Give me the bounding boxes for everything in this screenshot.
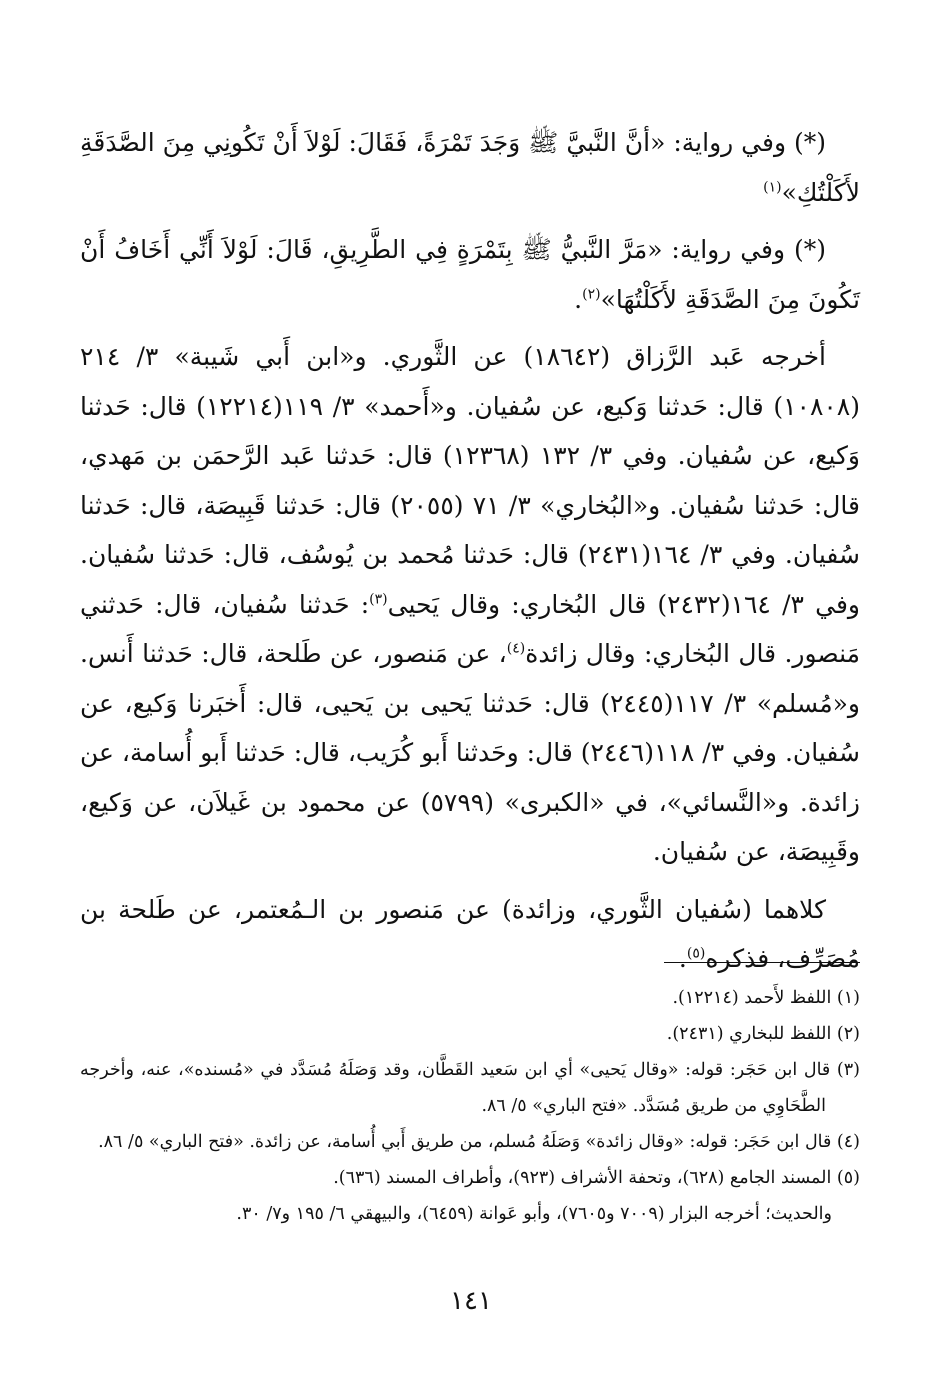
paragraph-narration-1 [80,118,860,217]
footnotes [80,980,860,1232]
paragraph-text: (*) وفي رواية: «أنَّ النَّبيَّ ﷺ وَجَدَ تَمْرَةً، فَقَالَ: لَوْلاَ أَنْ تَكُونِي مِنَ الصَّدَقَةِ لأَكَلْتُكِ» [80,128,860,207]
footnote-separator [664,962,860,963]
paragraph-text-continued: : حَدثنا سُفيان، قال: حَدثني مَنصور. قال البُخاري: وقال زائدة [80,589,860,668]
footnote-5: (٥) المسند الجامع (٦٢٨)، وتحفة الأشراف (٩٢٣)، وأطراف المسند (٦٣٦). [333,1168,860,1188]
paragraph-narration-2 [80,225,860,324]
paragraph-tail: . [574,284,583,314]
footnote-reference: (٣) [369,591,388,608]
footnote-reference: (٢) [582,286,601,303]
paragraph-text: كلاهما (سُفيان الثَّوري، وزائدة) عن مَنصور بن الـمُعتمر، عن طَلحة بن مُصَرِّف، فذكره [80,894,860,973]
paragraph-text: أخرجه عَبد الرَّزاق (١٨٦٤٢) عن الثَّوري. و«ابن أَبي شَيبة» ٣/ ٢١٤ (١٠٨٠٨) قال: حَدثنا وَكيع، عن سُفيان. و«أَحمد» ٣/ ١١٩(١٢٢١٤) قال: حَدثنا وَكيع، عن سُفيان. وفي ٣/ ١٣٢ (١٢٣٦٨) قال: حَدثنا عَبد الرَّحمَن بن مَهدي، قال: حَدثنا سُفيان. و«البُخاري» ٣/ ٧١ (٢٠٥٥) قال: حَدثنا قَبِيصَة، قال: حَدثنا سُفيان. وفي ٣/ ١٦٤(٢٤٣١) قال: حَدثنا مُحمد بن يُوسُف، قال: حَدثنا سُفيان. وفي ٣/ ١٦٤(٢٤٣٢) قال البُخاري: وقال يَحيى [80,342,861,619]
page-number: ١٤١ [450,1286,492,1316]
footnote-reference: (٤) [506,640,526,657]
paragraph-text-continued: ، عن مَنصور، عن طَلحة، قال: حَدثنا أَنس. و«مُسلم» ٣/ ١١٧(٢٤٤٥) قال: حَدثنا يَحيى بن يَحيى، قال: أَخبَرنا وَكيع، عن سُفيان. وفي ٣/ ١١٨(٢٤٤٦) قال: وحَدثنا أَبو كُرَيب، قال: حَدثنا أَبو أُسامة، عن زائدة. و«النَّسائي»، في «الكبرى» (٥٧٩٩) عن محمود بن غَيلاَن، عن وَكيع، وقَبِيصَة، عن سُفيان. [80,639,861,866]
paragraph-text: (*) وفي رواية: «مَرَّ النَّبيُّ ﷺ بِتَمْرَةٍ فِي الطَّرِيقِ، قَالَ: لَوْلاَ أَنِّي أَخَافُ أَنْ تَكُونَ مِنَ الصَّدَقَةِ لأَكَلْتُهَا» [80,235,860,314]
main-text [80,118,860,992]
footnote-4: (٤) قال ابن حَجَر: قوله: «وقال زائدة» وَصَلَهُ مُسلم، من طريق أَبي أُسامة، عن زائدة. «فتح الباري» ٥/ ٨٦. [98,1132,860,1152]
paragraph-takhrij [80,332,860,877]
footnote-3: (٣) قال ابن حَجَر: قوله: «وقال يَحيى» أي ابن سَعيد القَطَّان، وقد وَصَلَهُ مُسَدَّد في «مُسنده»، عنه، وأخرجه الطَّحَاوِي من طريق مُسَدَّد. «فتح الباري» ٥/ ٨٦. [80,1060,860,1116]
footnote-2: (٢) اللفظ للبخاري (٢٤٣١). [666,1024,860,1044]
footnote-reference: (٥) [686,945,706,962]
footnote-5-continuation: والحديث؛ أخرجه البزار (٧٠٠٩ و٧٦٠٥)، وأبو عَوانة (٦٤٥٩)، والبيهقي ٦/ ١٩٥ و٧/ ٣٠. [236,1204,832,1224]
paragraph-tail: . [678,944,687,973]
paragraph-conclusion [80,885,860,984]
footnote-reference: (١) [763,179,782,196]
footnote-1: (١) اللفظ لأَحمد (١٢٢١٤). [672,988,860,1008]
